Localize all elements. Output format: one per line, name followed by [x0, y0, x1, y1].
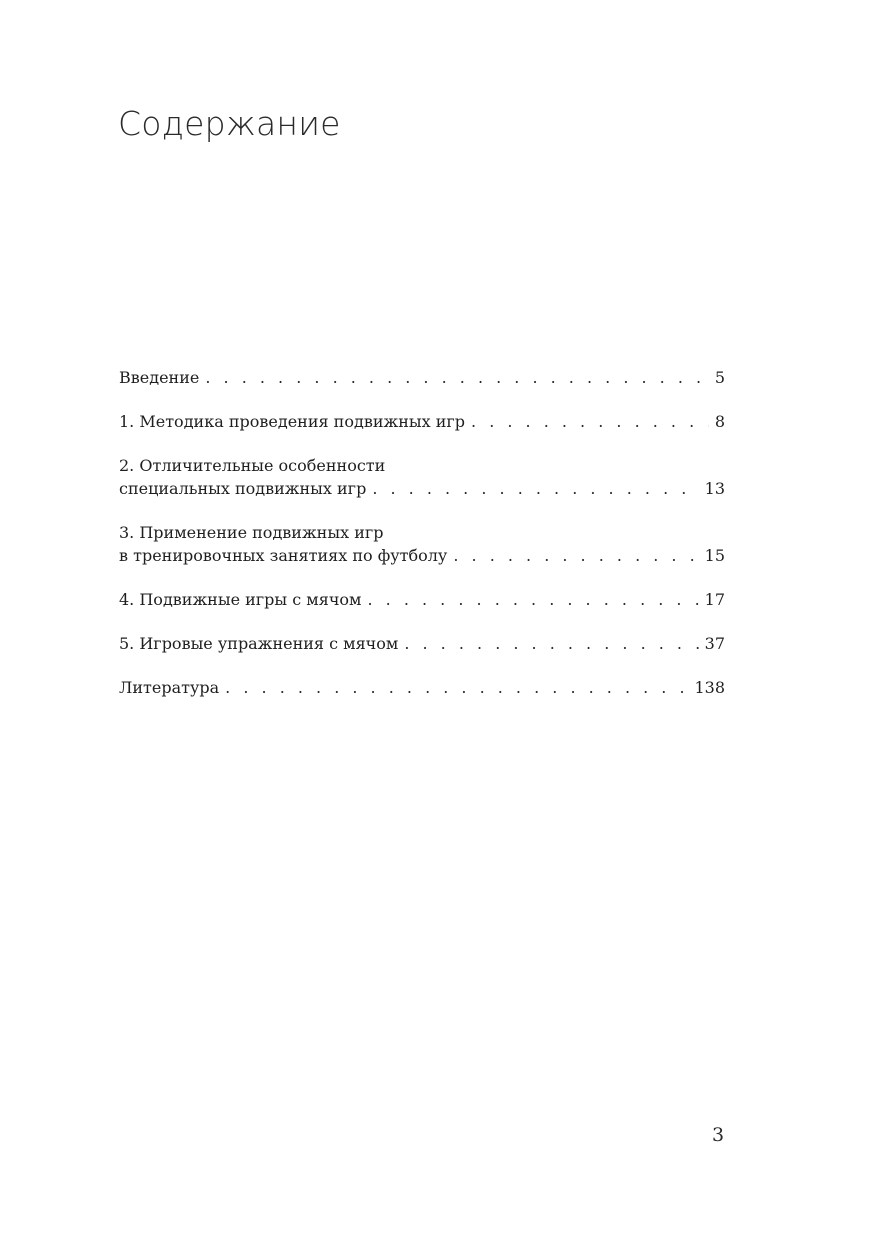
toc-entry-title: в тренировочных занятиях по футболу: [119, 546, 448, 565]
toc-entry-introduction[interactable]: [119, 366, 725, 389]
toc-entry-page: 17: [704, 590, 725, 609]
page-title: Содержание: [118, 104, 341, 143]
toc-entry-chapter-1[interactable]: [119, 410, 725, 433]
toc-entry-page: 138: [694, 678, 725, 697]
toc-entry-page: 15: [704, 546, 725, 565]
toc-entry-title: 5. Игровые упражнения с мячом: [119, 634, 399, 653]
toc-entry-title: 4. Подвижные игры с мячом: [119, 590, 362, 609]
toc-entry-title: специальных подвижных игр: [119, 479, 367, 498]
toc-entry-chapter-3[interactable]: [119, 521, 725, 567]
toc-entry-title-line: 3. Применение подвижных игр: [119, 523, 384, 542]
toc-entry-title: Литература: [119, 678, 220, 697]
toc-entry-page: 8: [714, 412, 725, 431]
dot-leader: [404, 632, 698, 655]
toc-entry-page: 37: [704, 634, 725, 653]
toc-row: [119, 676, 725, 699]
toc-row: [119, 477, 725, 500]
toc-entry-page: 5: [714, 368, 725, 387]
toc-entry-chapter-2[interactable]: [119, 454, 725, 500]
dot-leader: [471, 410, 709, 433]
dot-leader: [205, 366, 708, 389]
toc-entry-page: 13: [704, 479, 725, 498]
table-of-contents: [119, 366, 725, 720]
toc-entry-title: Введение: [119, 368, 200, 387]
toc-entry-literature[interactable]: [119, 676, 725, 699]
dot-leader: [453, 544, 698, 567]
toc-row: [119, 632, 725, 655]
toc-row: [119, 366, 725, 389]
toc-entry-chapter-5[interactable]: [119, 632, 725, 655]
toc-entry-title-line: 2. Отличительные особенности: [119, 456, 386, 475]
dot-leader: [367, 588, 698, 611]
toc-row: [119, 588, 725, 611]
toc-row: [119, 544, 725, 567]
page-number: 3: [712, 1124, 725, 1146]
dot-leader: [372, 477, 698, 500]
dot-leader: [225, 676, 688, 699]
toc-entry-chapter-4[interactable]: [119, 588, 725, 611]
toc-row: [119, 410, 725, 433]
toc-entry-title: 1. Методика проведения подвижных игр: [119, 412, 466, 431]
